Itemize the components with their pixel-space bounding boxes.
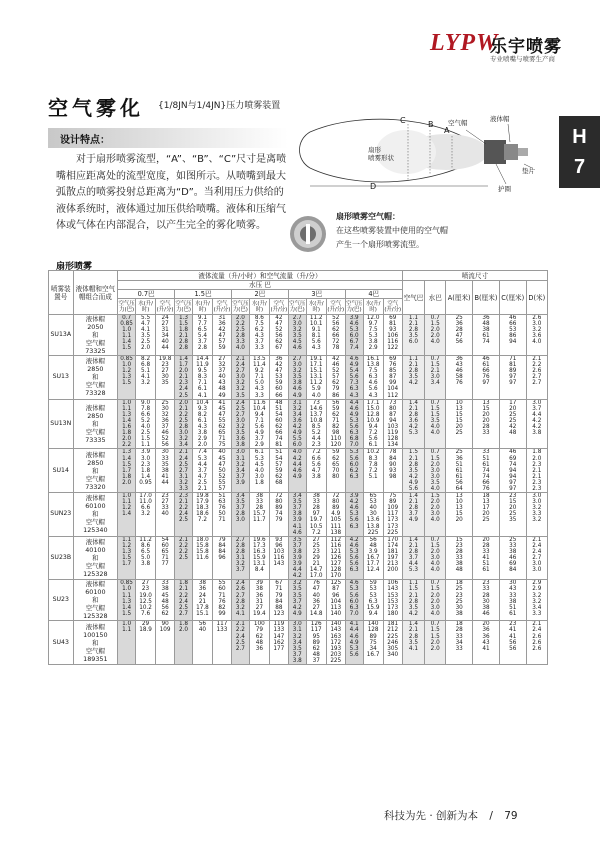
data-cell: 38 33 28 97 19.7 10.5 7.2	[306, 493, 326, 537]
data-cell: 4.6 5.3 5.6 6.0 6.3 7.0	[345, 580, 363, 621]
data-cell: 18 13 17 20 25	[473, 493, 500, 537]
table-section-label: 扇形喷雾	[56, 262, 93, 272]
label-a: A	[444, 126, 450, 135]
model-cell: SUN23	[49, 493, 74, 537]
th-p2: 2巴	[231, 290, 288, 299]
data-cell: 0.85 1.0 1.2 1.3 1.5	[118, 356, 136, 400]
data-cell: 33 38 45 48 56 62	[156, 580, 175, 621]
caps-cell: 液体帽 60100 和 空气帽 125328	[73, 580, 118, 621]
data-cell: 2.1 2.2 2.6 2.7 2.7	[526, 356, 547, 400]
data-cell: 76 47 40 36 27 14.8	[306, 580, 326, 621]
nozzle-body	[484, 140, 506, 164]
data-cell: 46 69 74 94 94 97 97	[499, 449, 526, 493]
data-cell: 1.5 2.1 2.8 3.5 4.2 4.9 5.6	[402, 449, 424, 493]
data-cell: 73 14.6 13.7 10.8 8.5 5.2 4.4 2.3	[306, 399, 326, 449]
data-cell: 12.0 9.7 7.5 5.3 3.8 2.9	[363, 315, 383, 356]
data-cell: 19.6 17.3 16.3 15.9 13.1 8.4	[249, 536, 269, 580]
caps-cell: 液体帽 2050 和 空气帽 73325	[73, 315, 118, 356]
table-row	[49, 493, 548, 537]
section-tab	[559, 116, 600, 188]
data-cell: 20 28 33 41 51 61	[473, 536, 500, 580]
data-cell: 69 76 85 87 99 104 112	[383, 356, 402, 400]
table-row	[49, 399, 548, 449]
th-water-bar: 水巴	[425, 281, 446, 315]
data-cell: 181 212 225 246 305 340	[383, 621, 402, 665]
th-sub: 空气(升/分)	[213, 300, 231, 313]
data-cell: 17.1 15.0 12.8 10.9 9.4 7.2 5.6 6.1	[363, 399, 383, 449]
model-cell: SU23B	[49, 536, 74, 580]
data-cell: 36 42 47 53 59 60 66	[269, 356, 288, 400]
caps-cell: 液体帽 40100 和 空气帽 125328	[73, 536, 118, 580]
label-body: 护圈	[498, 185, 511, 193]
data-cell: 40 45 47 50 52 55 57	[212, 449, 231, 493]
model-cell: SU14	[49, 449, 74, 493]
th-sub: 空气压力(巴)	[118, 300, 135, 313]
data-cell: 4.6 4.9 5.4 5.6 7.3 6.3 4.3	[345, 356, 363, 400]
data-cell: 38 36 24 21 17.8 15.1	[192, 580, 212, 621]
data-cell: 2.1 2.2 2.4 2.5 2.7	[231, 621, 249, 665]
spec-table	[48, 270, 548, 665]
section-tab-number: 7	[573, 156, 586, 178]
data-cell: 17 20 25 25 42 48	[499, 399, 526, 449]
caps-cell: 液体帽 100150 和 空气帽 189351	[73, 621, 118, 665]
data-cell: 2.1 2.4 2.5 2.7 3.1 3.2 3.3	[175, 449, 193, 493]
th-flow: 液体流量（升/小时）和空气流量（升/分）	[118, 271, 403, 281]
data-cell: 0.7 1.5 2.0 3.0 4.0 4.0	[425, 536, 446, 580]
data-cell: 4.0 4.2 4.4 4.6 4.9	[288, 449, 306, 493]
th-sub: 水(升/时)	[136, 299, 156, 315]
data-cell: 3.4 3.5 3.7 2.8 3.0	[231, 493, 249, 537]
th-sub: 空气(升/分)	[270, 300, 288, 313]
data-cell: 2.9 2.9 3.2 3.2 3.4 3.3	[526, 580, 547, 621]
data-cell: 20 36 36 43 41	[473, 621, 500, 665]
th-sub: 水(升/时)	[363, 299, 383, 315]
data-cell: 52 56 62 66 72 78	[326, 315, 345, 356]
data-cell: 51 63 76 50 71	[212, 493, 231, 537]
data-cell: 8.2 6.8 5.1 4.1 3.2	[136, 356, 156, 400]
data-cell: 18 25 23 25 30 38	[446, 580, 473, 621]
data-cell: 72 80 89 4.9 105 111 138	[326, 493, 345, 537]
th-c: C(厘米)	[499, 281, 526, 315]
nozzle-cap	[504, 144, 518, 160]
th-pressure: 水压 巴	[118, 281, 403, 290]
caps-cell: 液体帽 60100 和 空气帽 125340	[73, 493, 118, 537]
caps-cell: 液体帽 2850 和 空气帽 73328	[73, 356, 118, 400]
data-cell: 2.4 2.6 2.7 2.8 3.2 4.1	[231, 580, 249, 621]
data-cell: 3.0 3.0 3.2 3.3 3.2	[526, 493, 547, 537]
th-b: B(厘米)	[473, 281, 500, 315]
data-cell: 16.1 13.8 7.5 6.3 4.6 5.6 4.3	[363, 356, 383, 400]
th-p15: 1.5巴	[175, 290, 232, 299]
th-air-bar: 空气巴	[402, 281, 424, 315]
logo-latin: LYPW	[430, 30, 499, 56]
features-heading: 设计特点：	[60, 135, 110, 146]
spray-diagram	[296, 104, 556, 200]
data-cell: 125 87 96 104 113 140	[326, 580, 345, 621]
data-cell: 2.0 2.1 2.2 2.5 2.8 3.0 3.2 3.4	[175, 399, 193, 449]
data-cell: 55 60 71 76 82 99	[212, 580, 231, 621]
data-cell: 14.4 11.9 9.5 8.3 7.1 6.1 4.1	[192, 356, 212, 400]
page-title: 空气雾化	[48, 96, 144, 120]
data-cell: 1.3 1.4 1.5 1.7 1.8 2.0	[118, 449, 136, 493]
table-row	[49, 536, 548, 580]
data-cell: 78 84 90 93 98	[383, 449, 402, 493]
data-cell: 3.2 3.5 3.5 3.7 4.2 4.9	[288, 580, 306, 621]
data-cell: 13.5 11.4 9.2 7.1 5.0 4.3 3.3	[249, 356, 269, 400]
data-cell: 75 89 109 117 173 173 225	[383, 493, 402, 537]
data-cell: 1.1 2.1 2.8 3.5 6.0	[402, 315, 424, 356]
nozzle-fitting	[518, 148, 528, 156]
data-cell: 3.0 3.1 3.2 3.4 3.7 3.9	[231, 449, 249, 493]
data-cell: 30 33 35 38 41 44	[156, 449, 175, 493]
data-cell: 3.1 3.2 3.4 3.6 4.2 4.9 5.5 6.0	[288, 399, 306, 449]
data-cell: 7.2 6.6 5.6 4.7 3.8	[306, 449, 326, 493]
data-cell: 140 143 163 172 193 203 225	[326, 621, 345, 665]
data-cell: 2.3 2.1 2.2 2.4 2.5	[175, 493, 193, 537]
model-cell: SU23	[49, 580, 74, 621]
data-cell: 7.4 5.3 4.4 3.7 4.7 2.5 2.1	[192, 449, 212, 493]
th-model: 喷雾装置号	[49, 271, 74, 315]
data-cell: 112 116 121 126 127 128 170	[326, 536, 345, 580]
data-cell: 126 117 95 89 62 48 37	[306, 621, 326, 665]
label-c: C	[400, 116, 406, 125]
brand-slogan: 专业喷嘴与喷雾生产商	[490, 55, 555, 63]
data-cell: 0.7 1.5 1.5 3.5 4.0 4.0	[425, 399, 446, 449]
data-cell: 6.1 5.3 4.5 4.0 3.0 1.8	[249, 449, 269, 493]
air-cap-caption-title: 扇形喷雾空气帽：	[336, 212, 400, 221]
data-cell: 10 13 15 15 20 25	[446, 399, 473, 449]
data-cell: 1.3 1.5 1.8 2.1 2.8 2.8	[175, 315, 193, 356]
data-cell: 0.7 1.5 2.0 3.0 3.0 3.5 4.0	[425, 449, 446, 493]
data-cell: 23 33 28 30 38 46	[473, 580, 500, 621]
table-row	[49, 356, 548, 400]
data-cell: 72 80 89 74 79	[269, 493, 288, 537]
data-cell: 5.5 4.7 4.1 3.5 2.5 2.0	[136, 315, 156, 356]
data-cell: 2.4 2.5 2.7 3.0 3.2 3.5 3.6 3.8	[231, 399, 249, 449]
th-p4: 4巴	[345, 290, 402, 299]
data-cell: 1.0 1.1	[118, 621, 136, 665]
data-cell: 13 15 20 20 28 33	[473, 399, 500, 449]
data-cell: 3.0 3.1 3.2 3.4 3.5 3.7 3.8	[288, 621, 306, 665]
table-row	[49, 621, 548, 665]
data-cell: 3.9 4.6 5.3 6.0 6.7 7.4	[345, 315, 363, 356]
data-cell: 1.1 1.2 1.3 1.5 1.7	[118, 536, 136, 580]
air-cap-icon	[288, 214, 328, 254]
data-cell: 79 84 84 96	[212, 536, 231, 580]
data-cell: 8.6 7.5 6.2 4.3 3.7 3.3	[249, 315, 269, 356]
data-cell: 0.7 1.5 2.0 2.0 3.0 4.0	[425, 580, 446, 621]
data-cell: 106 143 153 153 173 180	[383, 580, 402, 621]
liquid-cap-leader	[508, 124, 510, 142]
data-cell: 2.7 3.0 3.2 3.5 3.8 4.6 4.9	[288, 356, 306, 400]
spec-table-body	[49, 315, 548, 665]
data-cell: 2.6 3.0 3.2 3.6 4.0	[526, 315, 547, 356]
model-cell: SU13	[49, 356, 74, 400]
data-cell: 36 43 46 58 76	[446, 356, 473, 400]
data-cell: 27 23 19.0 12.5 10.2 7.6	[136, 580, 156, 621]
data-cell: 170 174 181 197 213 200	[383, 536, 402, 580]
footer-slogan: 科技为先 · 创新为本	[384, 810, 479, 822]
model-cell: SU13N	[49, 399, 74, 449]
th-caps: 液体帽和空气帽组合而成	[73, 271, 118, 315]
data-cell: 4.2 4.6 5.3 5.6 5.6 6.3	[345, 536, 363, 580]
data-cell: 48 51 54 60 62 66 74 81	[269, 399, 288, 449]
data-cell: 18 28 33 34 33	[446, 621, 473, 665]
section-tab-letter: H	[572, 126, 587, 148]
caps-cell: 液体帽 2850 和 空气帽 73320	[73, 449, 118, 493]
data-cell: 25 36 28 47 56	[446, 315, 473, 356]
data-cell: 0.7 0.85 1.0 1.1 1.4 1.5	[118, 315, 136, 356]
data-cell: 11.2 10.1 9.1 8.1 5.6 4.3	[306, 315, 326, 356]
data-cell: 1.4 2.1 2.8 3.7 4.4 5.3	[402, 536, 424, 580]
table-row	[49, 315, 548, 356]
data-cell: 3.9 3.0 2.3 1.8 1.4 0.95	[136, 449, 156, 493]
data-cell: 0.7 1.5 1.5 2.0 2.0	[425, 621, 446, 665]
data-cell: 10.4 9.3 8.2 6.1 4.3 3.8 2.9 2.0	[192, 399, 212, 449]
data-cell: 4.4 4.6 4.9 5.3 5.6 6.3 6.8 7.0	[345, 399, 363, 449]
th-sub: 空气(升/分)	[156, 300, 174, 313]
data-cell: 117 133	[212, 621, 231, 665]
th-spray-size: 喷流尺寸	[402, 271, 547, 281]
air-cap-caption-line: 产生一个扇形喷雾流型。	[336, 240, 424, 249]
th-sub: 空气压力(巴)	[175, 300, 192, 313]
data-cell: 25 30 32 36 37 46 52 56	[156, 399, 175, 449]
data-cell: 18.0 15.8 15.8 11.6	[192, 536, 212, 580]
data-cell: 9.0 7.8 6.6 5.2 4.0 2.5 1.5 1.1	[136, 399, 156, 449]
data-cell: 10.2 8.3 7.8 7.2 5.1	[363, 449, 383, 493]
data-cell: 1.1 1.5 2.1 2.8 3.5 4.2	[402, 580, 424, 621]
data-cell: 23 41 41 56 56	[499, 621, 526, 665]
data-cell: 1.4 1.7 2.0 2.1 2.3 2.4 2.5	[175, 356, 193, 400]
data-cell: 30 43 33 38 51 61	[499, 580, 526, 621]
th-a: A(厘米)	[446, 281, 473, 315]
data-cell: 31 36 42 47 57 59	[212, 315, 231, 356]
brand-logo	[430, 30, 590, 70]
th-p07: 0.7巴	[118, 290, 175, 299]
data-cell: 36 48 38 61 74	[473, 315, 500, 356]
data-cell: 1.4 2.1 2.8 3.5 4.1	[402, 621, 424, 665]
page-subtitle: {1/8JN与1/4JN}压力喷雾装置	[158, 101, 281, 111]
th-sub: 水(升/时)	[249, 299, 269, 315]
th-sub: 空气压力(巴)	[346, 300, 363, 313]
data-cell: 46 61 66 76 97	[473, 356, 500, 400]
data-cell: 42 46 52 57 62 79 86	[326, 356, 345, 400]
data-cell: 17.0 11.0 6.6 3.2	[136, 493, 156, 537]
data-cell: 56 48 3.9 16.7 17.7 12.4	[363, 536, 383, 580]
page-number: 79	[504, 810, 518, 822]
label-pattern: 扇形 喷雾形状	[368, 146, 394, 162]
model-cell: SU43	[49, 621, 74, 665]
table-row	[49, 580, 548, 621]
data-cell: 100 79 62 48 36	[249, 621, 269, 665]
data-cell: 2.7 2.8 2.8 3.1 3.2 3.7	[231, 536, 249, 580]
data-cell: 3.9 4.2 4.6 5.3 5.6 6.3	[345, 493, 363, 537]
data-cell: 19.8 17.9 18.3 18.6 7.2	[192, 493, 212, 537]
data-cell: 1.1 2.1 2.8 3.5 4.2	[402, 356, 424, 400]
data-cell: 2.1 2.2 2.2 2.5	[175, 536, 193, 580]
caps-cell: 液体帽 2850 和 空气帽 73335	[73, 399, 118, 449]
data-cell: 25 33 38 46 69 84	[499, 536, 526, 580]
logo-cn: 乐宇喷雾	[490, 37, 562, 57]
data-cell: 29 18.9	[136, 621, 156, 665]
th-sub: 空气(升/分)	[384, 300, 402, 313]
data-cell: 13 10 13 15 20	[446, 493, 473, 537]
label-gasket: 垫片	[522, 167, 535, 175]
data-cell: 11.6 10.4 9.4 7.1 5.6 4.9 3.7 2.9	[249, 399, 269, 449]
data-cell: 56 59 62 71 82 98 110 120	[326, 399, 345, 449]
data-cell: 59 53 53 6.3 15.9 9.4	[363, 580, 383, 621]
data-cell: 2.1 2.4 2.4 2.7 3.0 3.0	[526, 536, 547, 580]
th-sub: 空气压力(巴)	[289, 300, 306, 313]
data-cell: 1.4 2.1 2.8 3.6 4.2 5.3	[402, 399, 424, 449]
data-cell: 90 109	[156, 621, 175, 665]
data-cell: 2.1 2.4 2.7 3.0 3.2 3.2 3.5	[231, 356, 249, 400]
data-cell: 41 45 47 55 62 65 71 75	[212, 399, 231, 449]
data-cell: 4.1 4.4 4.6 4.9 5.3 5.6	[345, 621, 363, 665]
page-footer	[384, 808, 518, 823]
data-cell: 5.3 5.6 6.0 6.2 6.3	[345, 449, 363, 493]
data-cell: 23 15 20 25 35	[499, 493, 526, 537]
data-cell: 73 80 87 94 103 119 128 134	[383, 399, 402, 449]
data-cell: 54 60 65 71 77	[156, 536, 175, 580]
data-cell: 0.7 1.5 2.1 3.0 3.4	[425, 356, 446, 400]
data-cell: 51 54 57 59 62 68	[269, 449, 288, 493]
features-text: 对于扇形喷雾流型，“A”、“B”、“C”尺寸是离喷嘴相应距离处的流型宽度，如图所示。从喷嘴到最大弧散点的喷雾投射总距离为“D”。当利用压力供给的液体系统时，液体通过加压供给喷嘴。液体和压缩气体或气体在内部混合，以产生完全的雾化喷雾。	[56, 154, 287, 231]
data-cell: 3.5 3.7 3.8 3.9 3.9 4.4 4.2	[288, 536, 306, 580]
th-sub: 空气(升/分)	[327, 300, 345, 313]
data-cell: 3.0 3.7 4.4 4.2 4.2 3.8	[526, 399, 547, 449]
data-cell: 1.8 2.0 2.3 2.1 2.1 2.3 2.3	[526, 449, 547, 493]
air-cap-caption-line: 在这些喷雾装置中使用的空气帽	[336, 226, 448, 235]
data-cell: 1.0 1.1 1.2 1.4	[118, 493, 136, 537]
air-cap-caption	[336, 210, 448, 252]
data-cell: 11.2 8.6 6.5 5.0 3.8	[136, 536, 156, 580]
data-cell: 2.0 2.2 2.5 2.8 3.3 4.0	[231, 315, 249, 356]
data-cell: 15 23 28 33 38 48	[446, 536, 473, 580]
data-cell: 69 81 93 106 116 122	[383, 315, 402, 356]
data-cell: 140 128 89 75 34 16.7	[363, 621, 383, 665]
data-cell: 1.0 1.1 1.3 1.4 1.6 1.8 2.0 2.2	[118, 399, 136, 449]
data-cell: 38 33 28 15.7 11.7	[249, 493, 269, 537]
data-cell: 1.5 2.0 2.0 3.0 4.0	[425, 493, 446, 537]
label-d: D	[370, 182, 377, 191]
data-cell: 59 62 65 70 80	[326, 449, 345, 493]
data-cell: 19.8 23 27 30 35	[156, 356, 175, 400]
label-b: B	[428, 120, 434, 129]
data-cell: 42 47 52 56 62 67	[269, 315, 288, 356]
data-cell: 46 66 53 86 94	[499, 315, 526, 356]
data-cell: 27 32 37 40 43 48 49	[212, 356, 231, 400]
label-air-cap: 空气帽	[448, 119, 468, 127]
data-cell: 2.7 3.0 3.2 3.5 4.5 4.6	[288, 315, 306, 356]
data-cell: 24 27 31 34 40 44	[156, 315, 175, 356]
data-cell: 23 27 33 40	[156, 493, 175, 537]
data-cell: 19.1 17.1 15.1 13.1 11.2 5.9 4.0	[306, 356, 326, 400]
footer-slash: /	[489, 810, 493, 822]
th-d: D(米)	[526, 281, 547, 315]
data-cell: 2.1 2.4 2.6 2.6 2.6	[526, 621, 547, 665]
data-cell: 25 36 51 61 61 56 64	[446, 449, 473, 493]
data-cell: 1.4 2.1 2.8 3.7 4.9	[402, 493, 424, 537]
data-cell: 67 71 79 84 88 123	[269, 580, 288, 621]
model-cell: SU13A	[49, 315, 74, 356]
th-sub: 水(升/时)	[192, 299, 212, 315]
data-cell: 1.8 2.0	[175, 621, 193, 665]
data-cell: 71 81 89 97 97	[499, 356, 526, 400]
data-cell: 33 51 61 74 74 66 76	[473, 449, 500, 493]
data-cell: 3.4 3.5 3.7 3.8 3.9 4.1 4.6	[288, 493, 306, 537]
data-cell: 9.1 7.7 6.5 5.4 3.7 2.8	[192, 315, 212, 356]
th-p3: 3巴	[288, 290, 345, 299]
data-cell: 119 133 147 162 177	[269, 621, 288, 665]
data-cell: 65 53 40 30 13.6 13.8 225	[363, 493, 383, 537]
data-cell: 1.8 2.1 2.2 2.4 2.5 2.7	[175, 580, 193, 621]
table-row	[49, 449, 548, 493]
data-cell: 27 25 23 29 21 14.7 17.0	[306, 536, 326, 580]
data-cell: 0.85 1.0 1.1 1.3 1.4 1.5	[118, 580, 136, 621]
data-cell: 0.7 1.5 2.0 2.0 4.0	[425, 315, 446, 356]
features-heading-bar	[48, 128, 288, 148]
data-cell: 56 40	[192, 621, 212, 665]
label-liquid-cap: 液体帽	[490, 115, 510, 123]
body-leader	[496, 164, 506, 184]
data-cell: 93 96 103 116 143	[269, 536, 288, 580]
data-cell: 39 38 36 31 27 19.4	[249, 580, 269, 621]
th-sub: 水(升/时)	[306, 299, 326, 315]
th-sub: 空气压力(巴)	[232, 300, 249, 313]
